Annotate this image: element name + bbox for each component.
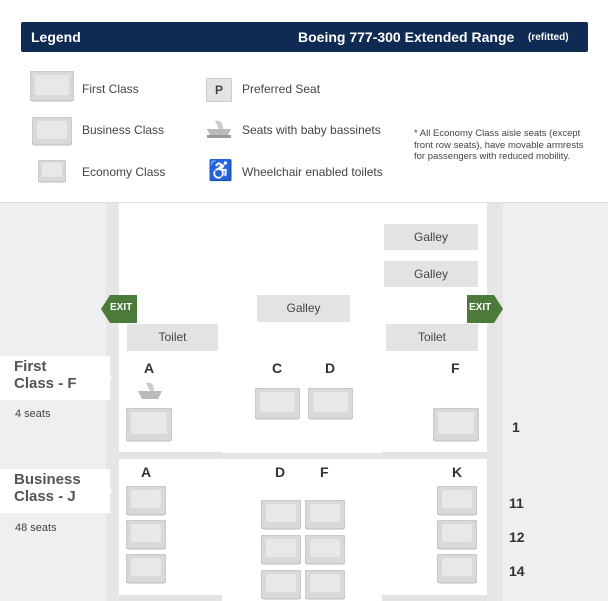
business-class-seat[interactable] bbox=[437, 554, 477, 584]
business-class-seat[interactable] bbox=[126, 554, 166, 584]
aircraft-name: Boeing 777-300 Extended Range bbox=[298, 29, 515, 45]
first-class-tab-line1: First bbox=[14, 358, 47, 375]
galley: Galley bbox=[384, 261, 478, 287]
first-class-tab-arrow bbox=[96, 356, 112, 400]
row-number: 14 bbox=[509, 563, 525, 579]
economy-class-label: Economy Class bbox=[82, 165, 166, 179]
business-class-seat[interactable] bbox=[126, 520, 166, 550]
business-class-seat[interactable] bbox=[437, 520, 477, 550]
toilet: Toilet bbox=[386, 324, 478, 351]
business-class-seat[interactable] bbox=[261, 535, 301, 565]
business-class-seat[interactable] bbox=[261, 500, 301, 530]
first-class-count: 4 seats bbox=[15, 408, 51, 420]
bassinet-icon bbox=[205, 117, 233, 139]
business-class-tab-arrow bbox=[96, 469, 112, 513]
first-class-label: First Class bbox=[82, 82, 139, 96]
wheelchair-icon: ♿ bbox=[208, 160, 233, 182]
column-letter: D bbox=[275, 464, 286, 480]
business-class-label: Business Class bbox=[82, 123, 165, 137]
row-number: 11 bbox=[509, 495, 524, 511]
column-letter: D bbox=[325, 360, 336, 376]
first-class-seat-1A[interactable] bbox=[126, 408, 172, 442]
first-class-seat-1C[interactable] bbox=[255, 388, 300, 420]
wheelchair-label: Wheelchair enabled toilets bbox=[242, 165, 383, 179]
cabin-divider-left bbox=[119, 452, 222, 458]
exit-left-label: EXIT bbox=[110, 302, 133, 313]
business-class-seat[interactable] bbox=[305, 535, 345, 565]
first-class-seat-icon bbox=[30, 71, 74, 103]
legend-title: Legend bbox=[31, 29, 81, 45]
first-class-seat-1F[interactable] bbox=[433, 408, 479, 442]
cabin-divider-right bbox=[382, 452, 487, 458]
preferred-seat-label: Preferred Seat bbox=[242, 82, 321, 96]
column-letter: A bbox=[144, 360, 155, 376]
business-class-seat-icon bbox=[32, 117, 72, 147]
first-class-tab[interactable] bbox=[0, 356, 110, 400]
business-class-seat[interactable] bbox=[437, 486, 477, 516]
business-class-cabin bbox=[119, 459, 487, 601]
toilet: Toilet bbox=[127, 324, 218, 351]
bassinet-label: Seats with baby bassinets bbox=[242, 123, 381, 137]
row-number: 12 bbox=[509, 529, 525, 545]
business-class-seat[interactable] bbox=[126, 486, 166, 516]
armrest-note: * All Economy Class aisle seats (except front row seats), have movable armrests for passengers with reduced mobility. bbox=[414, 128, 584, 162]
business-class-seat[interactable] bbox=[305, 570, 345, 600]
bassinet-icon bbox=[137, 379, 163, 401]
business-class-tab-line2: Class - J bbox=[14, 488, 76, 505]
row-number: 1 bbox=[512, 419, 520, 435]
cabin-divider-left-bottom bbox=[119, 595, 222, 601]
business-class-tab[interactable] bbox=[0, 469, 110, 513]
business-class-seat[interactable] bbox=[261, 570, 301, 600]
column-letter: F bbox=[320, 464, 329, 480]
legend-panel bbox=[0, 0, 608, 203]
cabin-divider-right-bottom bbox=[382, 595, 487, 601]
seat-map bbox=[0, 203, 608, 601]
galley: Galley bbox=[384, 224, 478, 250]
first-class-seat-1D[interactable] bbox=[308, 388, 353, 420]
preferred-seat-icon: P bbox=[206, 78, 232, 102]
economy-class-seat-icon bbox=[38, 160, 66, 184]
refitted-badge: (refitted) bbox=[528, 32, 569, 43]
galley: Galley bbox=[257, 295, 350, 322]
legend-header bbox=[21, 22, 588, 52]
column-letter: F bbox=[451, 360, 460, 376]
business-class-count: 48 seats bbox=[15, 522, 57, 534]
business-class-seat[interactable] bbox=[305, 500, 345, 530]
column-letter: A bbox=[141, 464, 152, 480]
first-class-tab-line2: Class - F bbox=[14, 375, 77, 392]
column-letter: C bbox=[272, 360, 283, 376]
business-class-tab-line1: Business bbox=[14, 471, 81, 488]
exit-right-label: EXIT bbox=[469, 302, 492, 313]
column-letter: K bbox=[452, 464, 463, 480]
